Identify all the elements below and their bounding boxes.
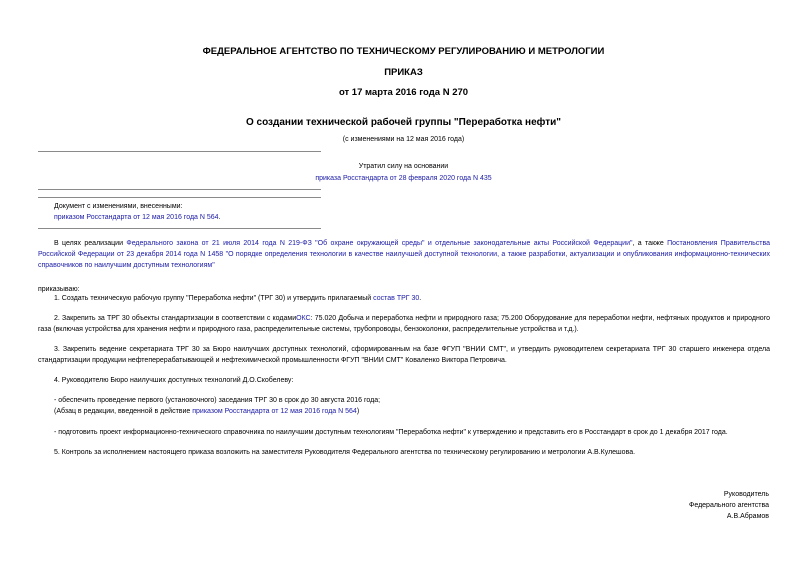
signature-name: А.В.Абрамов <box>726 513 769 520</box>
government-decree-link[interactable]: Постановления Правительства Российской Федерации от 23 декабря 2014 года N 1458 "О порядке определения технологии в качестве наилучшей доступной технологии, а также разработки, актуализации и опубликования информационно-технических справочников по наилучшим доступным технологиям" <box>38 240 770 269</box>
changes-label: Документ с изменениями, внесенными: <box>54 203 183 210</box>
divider-top <box>38 151 321 152</box>
item-5: 5. Контроль за исполнением настоящего приказа возложить на заместителя Руководителя Федерального агентства по техническому регулированию и метрологии А.В.Кулешова. <box>54 449 636 456</box>
signature-position: Руководитель <box>723 491 769 498</box>
divider-3 <box>38 197 321 198</box>
oks-link[interactable]: ОКС <box>296 315 311 322</box>
changes-line: приказом Росстандарта от 12 мая 2016 года N 564. <box>54 214 221 221</box>
amendment-note: (с изменениями на 12 мая 2016 года) <box>342 136 465 143</box>
invalid-notice-text: Утратил силу на основании <box>358 163 449 170</box>
item-4a: - обеспечить проведение первого (установочного) заседания ТРГ 30 в срок до 30 августа 2016 года; <box>54 397 381 404</box>
item-2: 2. Закрепить за ТРГ 30 объекты стандартизации в соответствии с кодамиОКС: 75.020 Добыча и переработка нефти и природного газа; 75.200 Оборудование для переработки нефти, нефтяных продуктов и природного газа (включая устройства для хранения нефти и природного газа, распределительные системы, трубопроводы, бензоколонки, распределительные устройства и т.д.). <box>38 315 770 333</box>
invalid-notice-link[interactable]: приказа Росстандарта от 28 февраля 2020 года N 435 <box>315 175 492 182</box>
composition-link[interactable]: состав ТРГ 30 <box>373 295 420 302</box>
doc-type: ПРИКАЗ <box>384 67 423 78</box>
preamble-paragraph: В целях реализации Федерального закона от 21 июля 2014 года N 219-ФЗ "Об охране окружающей среды" и отдельные законодательные акты Российской Федерации", а также Постановления Правительства Российской Федерации от 23 декабря 2014 года N 1458 "О порядке определения технологии в качестве наилучшей доступной технологии, а также разработки, актуализации и опубликования информационно-технических справочников по наилучшим доступным технологиям" <box>38 240 770 269</box>
federal-law-link[interactable]: Федерального закона от 21 июля 2014 года N 219-ФЗ "Об охране окружающей среды" и отдельные законодательные акты Российской Федерации" <box>126 240 633 247</box>
divider-4 <box>38 228 321 229</box>
item-4a-note: (Абзац в редакции, введенной в действие приказом Росстандарта от 12 мая 2016 года N 564) <box>54 408 360 415</box>
changes-link[interactable]: приказом Росстандарта от 12 мая 2016 года N 564 <box>54 214 219 221</box>
item-4: 4. Руководителю Бюро наилучших доступных технологий Д.О.Скобелеву: <box>54 377 294 384</box>
item-3: 3. Закрепить ведение секретариата ТРГ 30 за Бюро наилучших доступных технологий, сформированным на базе ФГУП "ВНИИ СМТ", и утвердить руководителем секретариата ТРГ 30 старшего инженера отдела стандартизации продукции нефтеперерабатывающей и нефтехимической промышленности ФГУП "ВНИИ СМТ" Коваленко Виктора Петровича. <box>38 346 770 364</box>
amendment-order-link[interactable]: приказом Росстандарта от 12 мая 2016 года N 564 <box>192 408 357 415</box>
order-word: приказываю: <box>38 286 80 293</box>
item-1: 1. Создать техническую рабочую группу "Переработка нефти" (ТРГ 30) и утвердить прилагаемый состав ТРГ 30. <box>54 295 422 302</box>
doc-subject: О создании технической рабочей группы "Переработка нефти" <box>245 117 562 128</box>
agency-title: ФЕДЕРАЛЬНОЕ АГЕНТСТВО ПО ТЕХНИЧЕСКОМУ РЕГУЛИРОВАНИЮ И МЕТРОЛОГИИ <box>202 46 605 57</box>
divider-2 <box>38 189 321 190</box>
date-number: от 17 марта 2016 года N 270 <box>338 87 469 98</box>
item-4b: - подготовить проект информационно-технического справочника по наилучшим доступным технологиям "Переработка нефти" к утверждению и представить его в Росстандарт в срок до 1 декабря 2017 года. <box>54 429 728 436</box>
signature-agency: Федерального агентства <box>689 502 769 509</box>
